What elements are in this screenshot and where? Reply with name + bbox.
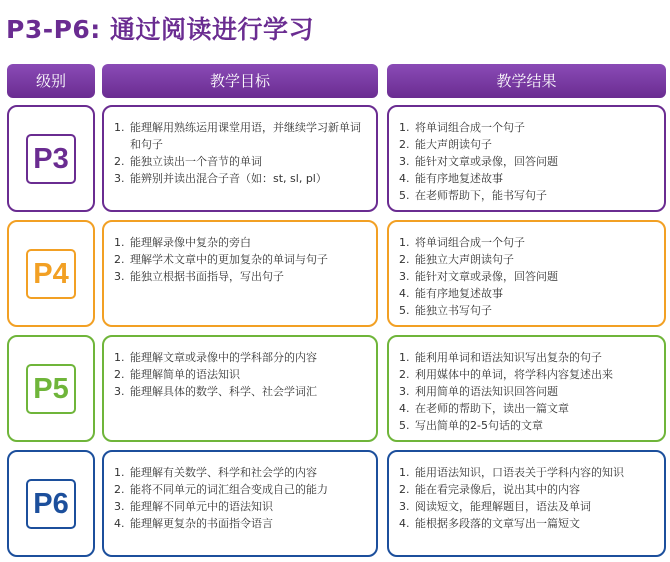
results-cell <box>387 105 666 212</box>
goals-cell <box>102 450 378 557</box>
goals-cell <box>102 105 378 212</box>
level-row-p4 <box>0 220 670 327</box>
goal-item: 3. 能理解不同单元中的语法知识 <box>114 500 273 513</box>
goal-item: 2. 理解学术文章中的更加复杂的单词与句子 <box>114 253 328 266</box>
result-item: 3. 能针对文章或录像，回答问题 <box>399 270 558 283</box>
level-badge: P3 <box>26 134 76 184</box>
goal-item: 1. 能理解用熟练运用课堂用语，并继续学习新单词和句子 <box>114 121 361 151</box>
level-badge: P6 <box>26 479 76 529</box>
result-item: 4. 能有序地复述故事 <box>399 287 503 300</box>
results-cell <box>387 220 666 327</box>
level-cell <box>7 220 95 327</box>
result-item: 3. 阅读短文，能理解题目，语法及单词 <box>399 500 591 513</box>
goal-item: 2. 能独立读出一个音节的单词 <box>114 155 262 168</box>
results-cell <box>387 450 666 557</box>
result-item: 5. 在老师帮助下，能书写句子 <box>399 189 547 202</box>
level-badge: P5 <box>26 364 76 414</box>
level-row-p5 <box>0 335 670 442</box>
goal-item: 2. 能将不同单元的词汇组合变成自己的能力 <box>114 483 328 496</box>
goals-cell <box>102 220 378 327</box>
level-cell <box>7 450 95 557</box>
goal-item: 3. 能辨别并读出混合子音（如：st, sl, pl） <box>114 172 327 185</box>
header-goal: 教学目标 <box>102 64 378 98</box>
goal-item: 3. 能独立根据书面指导，写出句子 <box>114 270 284 283</box>
result-item: 4. 能根据多段落的文章写出一篇短文 <box>399 517 580 530</box>
level-row-p6 <box>0 450 670 557</box>
goal-item: 2. 能理解简单的语法知识 <box>114 368 240 381</box>
result-item: 5. 写出简单的2-5句话的文章 <box>399 419 543 432</box>
goal-item: 3. 能理解具体的数学、科学、社会学词汇 <box>114 385 317 398</box>
goal-item: 1. 能理解有关数学、科学和社会学的内容 <box>114 466 317 479</box>
results-cell <box>387 335 666 442</box>
level-badge: P4 <box>26 249 76 299</box>
result-item: 3. 能针对文章或录像，回答问题 <box>399 155 558 168</box>
result-item: 1. 将单词组合成一个句子 <box>399 236 525 249</box>
goal-item: 1. 能理解录像中复杂的旁白 <box>114 236 251 249</box>
level-row-p3 <box>0 105 670 212</box>
page-title: P3-P6: 通过阅读进行学习 <box>6 15 315 44</box>
result-item: 1. 将单词组合成一个句子 <box>399 121 525 134</box>
goals-cell <box>102 335 378 442</box>
header-result: 教学结果 <box>387 64 666 98</box>
goal-item: 4. 能理解更复杂的书面指令语言 <box>114 517 273 530</box>
header-level: 级别 <box>7 64 95 98</box>
level-cell <box>7 335 95 442</box>
result-item: 3. 利用简单的语法知识回答问题 <box>399 385 558 398</box>
result-item: 2. 能在看完录像后，说出其中的内容 <box>399 483 580 496</box>
result-item: 2. 能大声朗读句子 <box>399 138 492 151</box>
result-item: 5. 能独立书写句子 <box>399 304 492 317</box>
result-item: 2. 能独立大声朗读句子 <box>399 253 514 266</box>
level-cell <box>7 105 95 212</box>
result-item: 1. 能利用单词和语法知识写出复杂的句子 <box>399 351 602 364</box>
result-item: 4. 能有序地复述故事 <box>399 172 503 185</box>
result-item: 4. 在老师的帮助下，读出一篇文章 <box>399 402 569 415</box>
result-item: 1. 能用语法知识，口语表关于学科内容的知识 <box>399 466 624 479</box>
goal-item: 1. 能理解文章或录像中的学科部分的内容 <box>114 351 317 364</box>
result-item: 2. 利用媒体中的单词，将学科内容复述出来 <box>399 368 613 381</box>
